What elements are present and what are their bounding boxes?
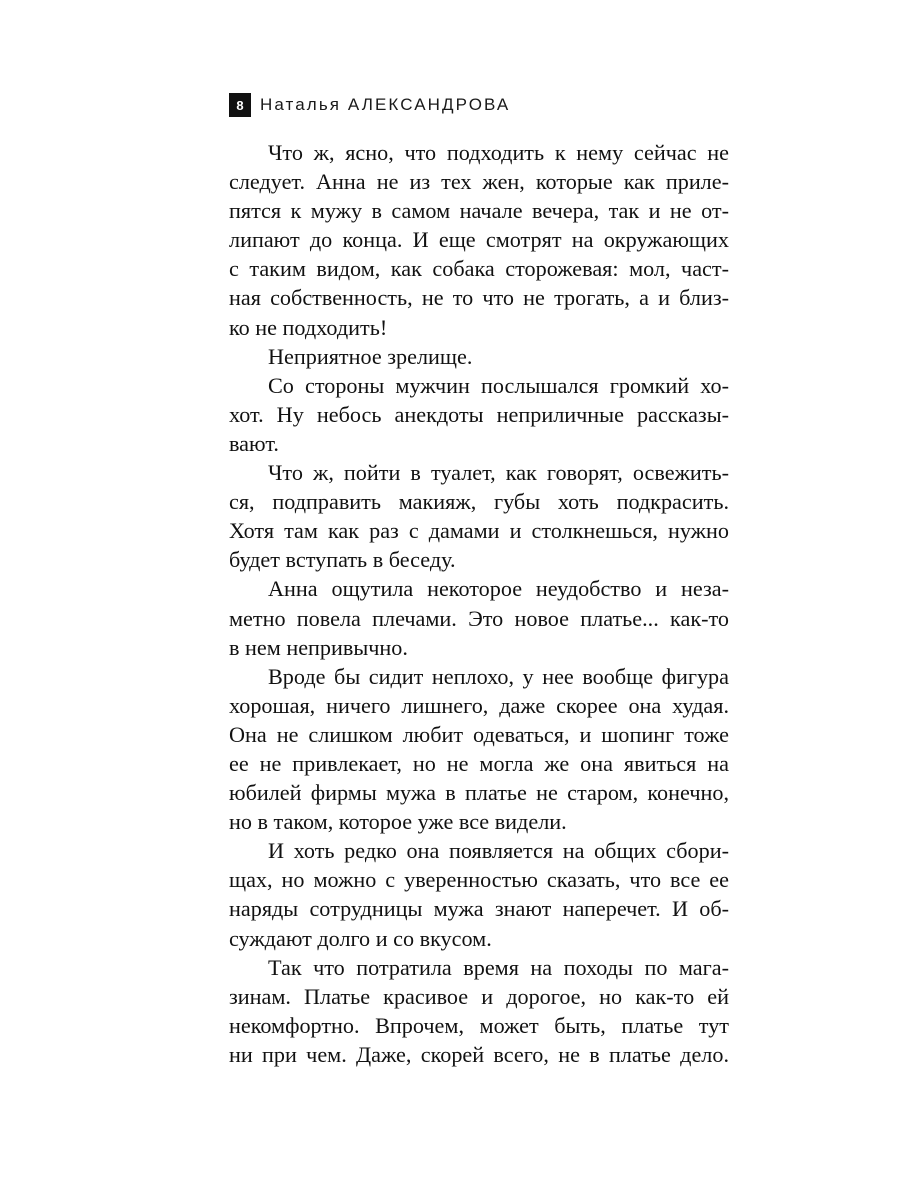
text-line: но в таком, которое уже все видели.: [229, 809, 567, 835]
page-number: 8: [229, 93, 251, 117]
text-line: ко не подходить!: [229, 314, 388, 340]
text-line: липают до конца. И еще смотрят на окружающих: [229, 227, 729, 253]
text-line: Неприятное зрелище.: [268, 343, 473, 369]
text-line: ее не привлекает, но не могла же она явиться на: [229, 750, 729, 776]
text-line: Анна ощутила некоторое неудобство и неза-: [268, 576, 729, 602]
text-line: Что ж, ясно, что подходить к нему сейчас не: [268, 140, 729, 165]
text-line: Так что потратила время на походы по мага-: [268, 954, 729, 980]
text-line: суждают долго и со вкусом.: [229, 925, 492, 951]
body-text: [229, 138, 729, 1069]
text-line: вают.: [229, 430, 279, 456]
text-line: щах, но можно с уверенностью сказать, что все ее: [229, 867, 729, 893]
text-line: зинам. Платье красивое и дорогое, но как-то ей: [229, 983, 729, 1009]
text-line: некомфортно. Впрочем, может быть, платье тут: [229, 1012, 729, 1038]
author-name: Наталья АЛЕКСАНДРОВА: [260, 95, 511, 114]
text-line: И хоть редко она появляется на общих сбори-: [268, 838, 729, 864]
text-line: ни при чем. Даже, скорей всего, не в платье дело.: [229, 1041, 729, 1067]
text-line: метно повела плечами. Это новое платье... как-то: [229, 605, 729, 631]
running-head: [229, 93, 510, 117]
text-line: хот. Ну небось анекдоты неприличные рассказы-: [229, 401, 729, 427]
text-line: наряды сотрудницы мужа знают наперечет. И об-: [229, 896, 729, 922]
text-line: пятся к мужу в самом начале вечера, так и не от-: [229, 198, 729, 224]
text-line: следует. Анна не из тех жен, которые как приле-: [229, 169, 729, 195]
text-line: Со стороны мужчин послышался громкий хо-: [268, 372, 729, 398]
text-line: Хотя там как раз с дамами и столкнешься, нужно: [229, 518, 729, 544]
text-line: ся, подправить макияж, губы хоть подкрасить.: [229, 489, 729, 515]
text-line: юбилей фирмы мужа в платье не старом, конечно,: [229, 780, 729, 806]
text-line: хорошая, ничего лишнего, даже скорее она худая.: [229, 692, 729, 718]
text-line: с таким видом, как собака сторожевая: мол, част-: [229, 256, 729, 282]
text-line: ная собственность, не то что не трогать, а и близ-: [229, 285, 729, 311]
text-line: Что ж, пойти в туалет, как говорят, освежить-: [268, 460, 729, 486]
text-line: Вроде бы сидит неплохо, у нее вообще фигура: [268, 663, 729, 689]
text-line: в нем непривычно.: [229, 634, 408, 660]
text-line: будет вступать в беседу.: [229, 547, 456, 573]
text-line: Она не слишком любит одеваться, и шопинг тоже: [229, 721, 729, 747]
